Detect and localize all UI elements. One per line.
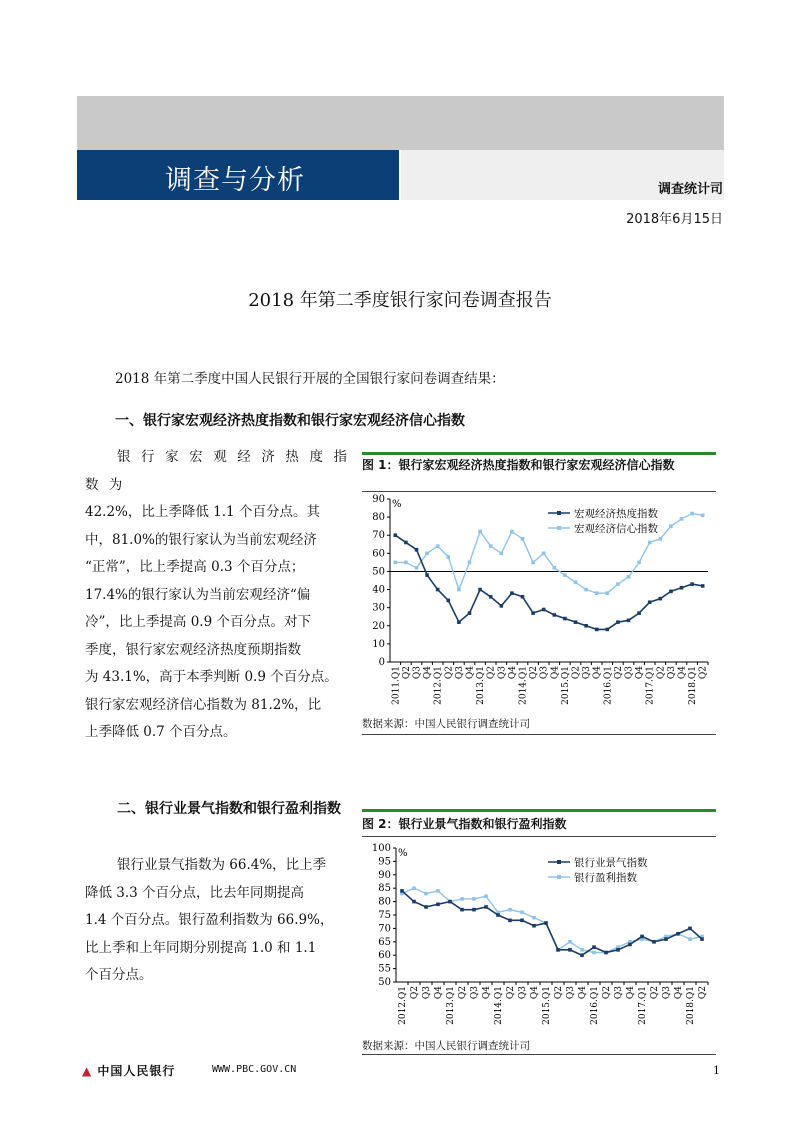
data-point xyxy=(521,595,525,599)
data-point xyxy=(520,919,524,923)
paragraph-line: 银行业景气指数为 66.4%，比上季 xyxy=(117,857,327,873)
x-tick-label: Q2 xyxy=(444,666,455,680)
data-point xyxy=(580,953,584,957)
data-point xyxy=(616,620,620,624)
x-tick-label: Q2 xyxy=(486,666,497,680)
paragraph-line: 上季降低 0.7 个百分点。 xyxy=(85,724,237,740)
data-point xyxy=(468,611,472,615)
x-tick-label: Q3 xyxy=(454,666,465,680)
data-point xyxy=(640,935,644,939)
data-point xyxy=(574,581,578,585)
x-tick-label: Q3 xyxy=(470,986,480,1000)
data-point xyxy=(447,555,451,559)
data-point xyxy=(606,628,610,632)
pbc-logo xyxy=(82,1062,175,1079)
data-point xyxy=(664,937,668,941)
data-point xyxy=(412,886,416,890)
paragraph-line: 42.2%，比上季降低 1.1 个百分点。其 xyxy=(85,504,320,520)
y-unit-label: % xyxy=(398,848,408,859)
x-tick-label: 2014.Q1 xyxy=(518,666,529,705)
data-point xyxy=(648,600,652,604)
y-tick-label: 70 xyxy=(378,923,391,935)
data-point xyxy=(700,937,704,941)
x-tick-label: Q4 xyxy=(550,666,561,680)
y-tick-label: 95 xyxy=(378,856,391,868)
report-title: 2018 年第二季度银行家问卷调查报告 xyxy=(248,290,552,311)
section1-paragraph xyxy=(85,444,350,747)
paragraph-line: 17.4%的银行家认为当前宏观经济“偏 xyxy=(85,586,311,603)
data-point xyxy=(688,927,692,931)
data-point xyxy=(531,561,535,565)
x-tick-label: Q2 xyxy=(656,666,667,680)
data-point xyxy=(690,512,694,516)
paragraph-line: 个百分点。 xyxy=(85,967,153,983)
paragraph-line: 季度，银行家宏观经济热度预期指数 xyxy=(85,641,301,658)
paragraph-line: 中，81.0%的银行家认为当前宏观经济 xyxy=(85,531,317,548)
figure2-caption-rule xyxy=(362,836,716,837)
data-point xyxy=(553,566,557,570)
data-point xyxy=(580,948,584,952)
data-point xyxy=(472,908,476,912)
data-point xyxy=(628,943,632,947)
data-point xyxy=(544,921,548,925)
data-point xyxy=(508,919,512,923)
data-point xyxy=(424,905,428,909)
paragraph-line: 比上季和上年同期分别提高 1.0 和 1.1 xyxy=(85,939,317,956)
data-point xyxy=(669,524,673,528)
x-tick-label: Q4 xyxy=(677,666,688,680)
x-tick-label: Q4 xyxy=(635,666,646,680)
x-tick-label: 2012.Q1 xyxy=(398,986,408,1025)
data-point xyxy=(436,588,440,592)
data-point xyxy=(568,940,572,944)
data-point xyxy=(500,604,504,608)
data-point xyxy=(606,591,610,595)
x-tick-label: Q3 xyxy=(539,666,550,680)
x-tick-label: Q2 xyxy=(506,986,516,1000)
data-point xyxy=(669,590,673,594)
data-point xyxy=(680,517,684,521)
y-tick-label: 55 xyxy=(378,963,391,975)
data-point xyxy=(468,561,472,565)
report-date: 2018年6月15日 xyxy=(626,212,723,227)
data-point xyxy=(563,573,567,577)
y-tick-label: 75 xyxy=(378,910,391,921)
y-tick-label: 30 xyxy=(372,602,385,614)
data-point xyxy=(652,940,656,944)
figure1-top-rule xyxy=(362,452,716,455)
x-tick-label: Q3 xyxy=(518,986,528,1000)
x-tick-label: Q4 xyxy=(626,986,636,1000)
y-tick-label: 60 xyxy=(378,950,391,962)
data-point xyxy=(648,541,652,545)
paragraph-line: 银行家宏观经济信心指数为 81.2%，比 xyxy=(85,696,322,713)
data-point xyxy=(532,924,536,928)
section1-heading: 一、银行家宏观经济热度指数和银行家宏观经济信心指数 xyxy=(115,413,465,429)
x-tick-label: 2015.Q1 xyxy=(542,986,552,1025)
y-tick-label: 80 xyxy=(378,896,391,908)
data-point xyxy=(690,582,694,586)
data-point xyxy=(508,908,512,912)
data-point xyxy=(394,561,398,565)
x-tick-label: 2018.Q1 xyxy=(688,666,699,705)
x-tick-label: 2011.Q1 xyxy=(391,666,402,705)
figure2-bottom-rule xyxy=(362,1054,716,1055)
y-tick-label: 85 xyxy=(378,883,391,895)
x-tick-label: 2017.Q1 xyxy=(638,986,648,1025)
legend-label: 银行业景气指数 xyxy=(574,857,648,869)
data-point xyxy=(637,611,641,615)
data-point xyxy=(563,617,567,621)
x-tick-label: Q2 xyxy=(650,986,660,1000)
x-tick-label: Q3 xyxy=(497,666,508,680)
data-point xyxy=(616,582,620,586)
figure2-chart xyxy=(362,838,716,1036)
data-point xyxy=(574,620,578,624)
y-tick-label: 70 xyxy=(372,530,385,542)
x-tick-label: Q3 xyxy=(614,986,624,1000)
x-tick-label: Q4 xyxy=(592,666,603,680)
website-link[interactable]: WWW.PBC.GOV.CN xyxy=(212,1064,297,1075)
paragraph-line: 银 行 家 宏 观 经 济 热 度 指 数 为 xyxy=(85,449,350,493)
data-point xyxy=(584,588,588,592)
data-point xyxy=(436,902,440,906)
data-point xyxy=(412,900,416,904)
y-tick-label: 60 xyxy=(372,548,385,560)
x-tick-label: Q4 xyxy=(482,986,492,1000)
data-point xyxy=(604,951,608,955)
data-point xyxy=(680,586,684,590)
x-tick-label: 2016.Q1 xyxy=(603,666,614,705)
data-point xyxy=(627,619,631,623)
data-point xyxy=(627,575,631,579)
x-tick-label: Q4 xyxy=(465,666,476,680)
data-point xyxy=(457,588,461,592)
section2-heading: 二、银行业景气指数和银行盈利指数 xyxy=(117,801,341,817)
figure1-bottom-rule xyxy=(362,734,716,735)
x-tick-label: Q4 xyxy=(507,666,518,680)
x-tick-label: Q2 xyxy=(613,666,624,680)
x-tick-label: 2015.Q1 xyxy=(560,666,571,705)
y-tick-label: 40 xyxy=(372,584,385,596)
y-tick-label: 20 xyxy=(372,620,385,632)
x-tick-label: Q4 xyxy=(423,666,434,680)
data-point xyxy=(659,597,663,601)
x-tick-label: Q2 xyxy=(458,986,468,1000)
logo-icon: ▲ xyxy=(82,1064,93,1078)
data-point xyxy=(510,591,514,595)
data-point xyxy=(436,544,440,548)
data-point xyxy=(478,530,482,534)
y-tick-label: 100 xyxy=(371,843,391,854)
figure2-caption: 图 2：银行业景气指数和银行盈利指数 xyxy=(362,817,567,831)
data-point xyxy=(701,584,705,588)
x-tick-label: Q2 xyxy=(571,666,582,680)
page-number: 1 xyxy=(713,1064,720,1077)
x-tick-label: 2013.Q1 xyxy=(476,666,487,705)
x-tick-label: Q2 xyxy=(529,666,540,680)
banner-title: 调查与分析 xyxy=(165,165,305,196)
legend-label: 银行盈利指数 xyxy=(574,872,637,884)
figure2-top-rule xyxy=(362,809,716,812)
figure1-source: 数据来源：中国人民银行调查统计司 xyxy=(362,718,530,730)
x-tick-label: 2017.Q1 xyxy=(645,666,656,705)
data-point xyxy=(701,514,705,518)
y-tick-label: 0 xyxy=(378,657,385,668)
data-point xyxy=(489,595,493,599)
department-label: 调查统计司 xyxy=(657,182,723,197)
data-point xyxy=(425,573,429,577)
data-point xyxy=(500,552,504,556)
data-point xyxy=(496,913,500,917)
header-band xyxy=(77,96,724,150)
x-tick-label: 2016.Q1 xyxy=(590,986,600,1025)
data-point xyxy=(542,552,546,556)
y-tick-label: 10 xyxy=(372,638,385,650)
data-point xyxy=(659,537,663,541)
x-tick-label: Q2 xyxy=(401,666,412,680)
figure2-source: 数据来源：中国人民银行调查统计司 xyxy=(362,1040,530,1052)
y-tick-label: 50 xyxy=(372,566,385,578)
paragraph-line: 1.4 个百分点。银行盈利指数为 66.9%， xyxy=(85,912,334,928)
figure1-caption-rule xyxy=(362,491,716,492)
series-line xyxy=(402,888,702,952)
x-tick-label: Q3 xyxy=(412,666,423,680)
data-point xyxy=(520,911,524,915)
x-tick-label: Q4 xyxy=(674,986,684,1000)
paragraph-line: 为 43.1%，高于本季判断 0.9 个百分点。 xyxy=(85,669,338,685)
x-tick-label: 2018.Q1 xyxy=(686,986,696,1025)
y-tick-label: 90 xyxy=(378,869,391,881)
legend-marker xyxy=(557,875,561,879)
data-point xyxy=(460,897,464,901)
legend-label: 宏观经济热度指数 xyxy=(574,508,658,520)
x-tick-label: 2014.Q1 xyxy=(494,986,504,1025)
x-tick-label: Q4 xyxy=(578,986,588,1000)
data-point xyxy=(521,537,525,541)
data-point xyxy=(400,889,404,893)
x-tick-label: Q4 xyxy=(530,986,540,1000)
data-point xyxy=(484,894,488,898)
x-tick-label: Q3 xyxy=(566,986,576,1000)
data-point xyxy=(556,948,560,952)
data-point xyxy=(592,951,596,955)
section2-paragraph xyxy=(85,852,350,990)
legend-marker xyxy=(557,526,561,530)
x-tick-label: Q3 xyxy=(582,666,593,680)
paragraph-line: 冷”，比上季提高 0.9 个百分点。对下 xyxy=(85,614,311,630)
legend-marker xyxy=(557,860,561,864)
x-tick-label: 2013.Q1 xyxy=(446,986,456,1025)
legend-marker xyxy=(557,511,561,515)
paragraph-line: “正常”，比上季提高 0.3 个百分点； xyxy=(85,559,305,575)
data-point xyxy=(553,613,557,617)
data-point xyxy=(484,905,488,909)
data-point xyxy=(404,561,408,565)
data-point xyxy=(595,591,599,595)
y-unit-label: % xyxy=(392,499,402,510)
data-point xyxy=(531,611,535,615)
intro-text: 2018 年第二季度中国人民银行开展的全国银行家问卷调查结果： xyxy=(115,371,505,387)
data-point xyxy=(448,900,452,904)
x-tick-label: Q3 xyxy=(422,986,432,1000)
series-line xyxy=(402,891,702,955)
data-point xyxy=(568,948,572,952)
data-point xyxy=(415,566,419,570)
x-tick-label: Q3 xyxy=(666,666,677,680)
data-point xyxy=(510,530,514,534)
x-tick-label: Q2 xyxy=(698,986,708,1000)
data-point xyxy=(584,624,588,628)
data-point xyxy=(637,561,641,565)
figure1-caption: 图 1：银行家宏观经济热度指数和银行家宏观经济信心指数 xyxy=(362,458,675,472)
y-tick-label: 50 xyxy=(378,977,391,988)
data-point xyxy=(460,908,464,912)
legend-label: 宏观经济信心指数 xyxy=(574,523,658,535)
y-tick-label: 65 xyxy=(378,936,391,948)
data-point xyxy=(457,620,461,624)
x-tick-label: Q2 xyxy=(554,986,564,1000)
x-tick-label: Q2 xyxy=(410,986,420,1000)
y-tick-label: 90 xyxy=(372,494,385,505)
data-point xyxy=(595,628,599,632)
data-point xyxy=(688,937,692,941)
data-point xyxy=(447,599,451,603)
x-tick-label: Q2 xyxy=(698,666,709,680)
data-point xyxy=(404,541,408,545)
x-tick-label: Q4 xyxy=(434,986,444,1000)
x-tick-label: 2012.Q1 xyxy=(433,666,444,705)
data-point xyxy=(592,945,596,949)
data-point xyxy=(425,552,429,556)
data-point xyxy=(489,544,493,548)
data-point xyxy=(616,948,620,952)
data-point xyxy=(415,548,419,552)
data-point xyxy=(478,588,482,592)
y-tick-label: 80 xyxy=(372,512,385,524)
paragraph-line: 降低 3.3 个百分点，比去年同期提高 xyxy=(85,884,305,901)
logo-text: 中国人民银行 xyxy=(97,1064,176,1078)
data-point xyxy=(394,533,398,537)
x-tick-label: Q2 xyxy=(602,986,612,1000)
data-point xyxy=(676,932,680,936)
data-point xyxy=(424,892,428,896)
data-point xyxy=(436,889,440,893)
x-tick-label: Q3 xyxy=(662,986,672,1000)
figure1-chart xyxy=(362,493,716,713)
data-point xyxy=(532,916,536,920)
x-tick-label: Q3 xyxy=(624,666,635,680)
data-point xyxy=(472,897,476,901)
data-point xyxy=(542,608,546,612)
